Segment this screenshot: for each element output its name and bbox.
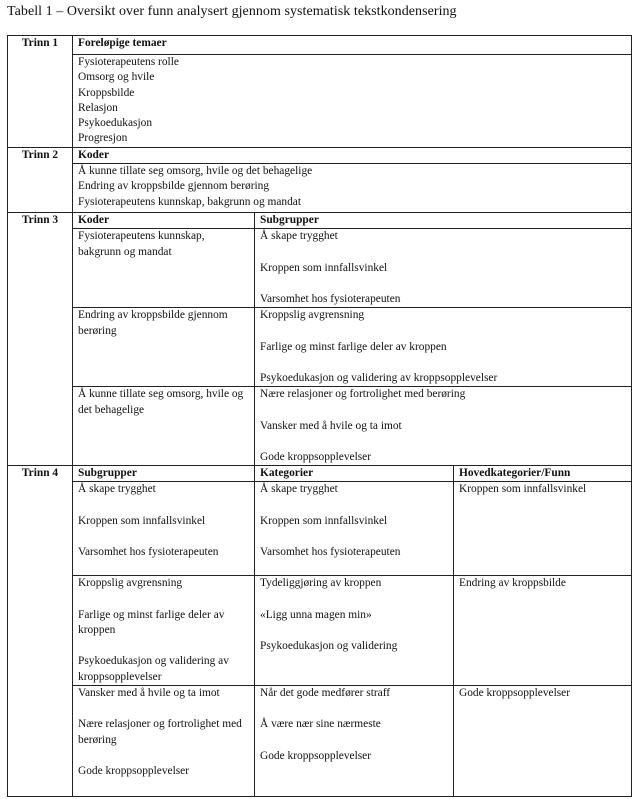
- trinn-3-label: Trinn 3: [8, 213, 73, 466]
- list-item: Å skape trygghet: [78, 483, 156, 496]
- list-item: Nære relasjoner og fortrolighet med berøring: [78, 718, 242, 746]
- list-item: Omsorg og hvile: [78, 71, 155, 84]
- list-item: Kroppsbilde: [78, 86, 135, 99]
- list-item: Kroppen som innfallsvinkel: [260, 261, 388, 274]
- trinn-2-label: Trinn 2: [8, 147, 73, 212]
- list-item: Fysioterapeutens rolle: [78, 56, 179, 68]
- list-item: Å være nær sine nærmeste: [260, 718, 381, 731]
- list-item: Farlige og minst farlige deler av kroppen: [260, 340, 447, 353]
- list-item: Psykoedukasjon og validering av kroppsopplevelser: [260, 371, 498, 384]
- list-item: Tydeliggjøring av kroppen: [260, 577, 382, 590]
- table-cell: [73, 685, 255, 796]
- table-cell: [255, 387, 632, 466]
- list-item: Kroppslig avgrensning: [260, 309, 365, 322]
- list-item: Varsomhet hos fysioterapeuten: [260, 546, 401, 559]
- list-item: Gode kroppsopplevelser: [260, 450, 372, 463]
- trinn-1-header: Foreløpige temaer: [73, 36, 632, 55]
- trinn-1-label: Trinn 1: [8, 36, 73, 148]
- list-item: Kroppen som innfallsvinkel: [78, 514, 206, 527]
- trinn-3-col2-header: Subgrupper: [255, 213, 632, 229]
- table-caption: Tabell 1 – Oversikt over funn analysert gjennom systematisk tekstkondensering: [7, 4, 457, 19]
- list-item: Nære relasjoner og fortrolighet med berøring: [260, 388, 466, 401]
- trinn-2-items: [73, 164, 632, 213]
- list-item: Varsomhet hos fysioterapeuten: [78, 546, 219, 559]
- list-item: Psykoedukasjon og validering av kroppsopplevelser: [78, 655, 229, 683]
- list-item: Fysioterapeutens kunnskap, bakgrunn og mandat: [78, 195, 302, 208]
- table-cell: Å kunne tillate seg omsorg, hvile og det behagelige: [73, 387, 255, 466]
- list-item: Varsomhet hos fysioterapeuten: [260, 292, 401, 305]
- table-cell: [255, 482, 454, 576]
- trinn-4-label: Trinn 4: [8, 466, 73, 797]
- list-item: Kroppen som innfallsvinkel: [260, 514, 388, 527]
- table-cell: [255, 308, 632, 387]
- table-cell: [255, 685, 454, 796]
- list-item: Gode kroppsopplevelser: [260, 749, 372, 762]
- list-item: Psykoedukasjon: [78, 117, 153, 130]
- table-cell: Fysioterapeutens kunnskap, bakgrunn og mandat: [73, 229, 255, 308]
- trinn-3-col1-header: Koder: [73, 213, 255, 229]
- table-cell: [73, 576, 255, 685]
- list-item: Relasjon: [78, 101, 118, 114]
- list-item: Vansker med å hvile og ta imot: [260, 419, 402, 432]
- list-item: Gode kroppsopplevelser: [78, 764, 190, 777]
- trinn-4-col3-header: Hovedkategorier/Funn: [454, 466, 632, 482]
- trinn-4-col2-header: Kategorier: [255, 466, 454, 482]
- list-item: Progresjon: [78, 132, 128, 145]
- list-item: Psykoedukasjon og validering: [260, 640, 398, 653]
- table-cell: Endring av kroppsbilde gjennom berøring: [73, 308, 255, 387]
- list-item: Å skape trygghet: [260, 230, 338, 243]
- list-item: Endring av kroppsbilde gjennom berøring: [78, 180, 270, 193]
- trinn-2-header: Koder: [73, 147, 632, 163]
- trinn-1-items: [73, 55, 632, 148]
- list-item: Når det gode medfører straff: [260, 686, 391, 699]
- table-cell: Kroppen som innfallsvinkel: [454, 482, 632, 576]
- table-cell: [255, 229, 632, 308]
- table-cell: [73, 482, 255, 576]
- list-item: Vansker med å hvile og ta imot: [78, 686, 220, 699]
- list-item: Å skape trygghet: [260, 483, 338, 496]
- trinn-4-col1-header: Subgrupper: [73, 466, 255, 482]
- list-item: Å kunne tillate seg omsorg, hvile og det behagelige: [78, 165, 313, 178]
- list-item: «Ligg unna magen min»: [260, 608, 372, 621]
- list-item: Farlige og minst farlige deler av kroppen: [78, 608, 225, 637]
- list-item: Kroppslig avgrensning: [78, 577, 183, 590]
- table-cell: Gode kroppsopplevelser: [454, 685, 632, 796]
- table-cell: Endring av kroppsbilde: [454, 576, 632, 685]
- table-cell: [255, 576, 454, 685]
- findings-table: [7, 35, 632, 797]
